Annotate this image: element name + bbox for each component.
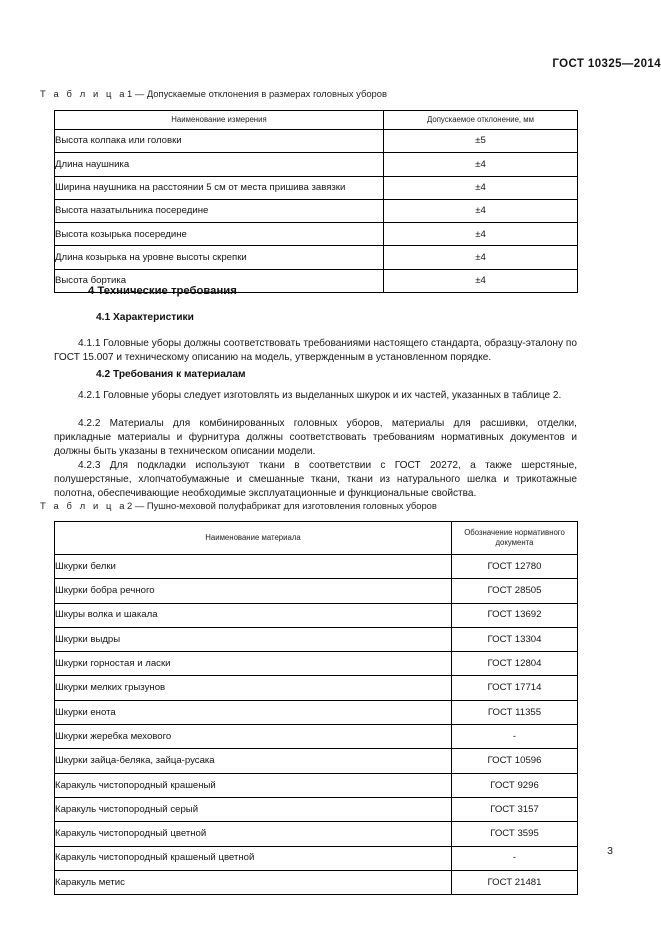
table-2-caption-label: Т а б л и ц а <box>40 500 128 511</box>
table-2-col-material: Наименование материала <box>55 522 452 555</box>
table-2-col-standard <box>452 522 578 555</box>
table-1-cell-name: Высота назатыльника посередине <box>55 199 384 222</box>
table-1-cell-name: Длина козырька на уровне высоты скрепки <box>55 246 384 269</box>
table-row <box>55 870 578 894</box>
table-2-cell-name: Каракуль чистопородный крашеный цветной <box>55 846 452 870</box>
table-1-caption-text: — Допускаемые отклонения в размерах головных уборов <box>132 88 387 99</box>
table-row <box>55 652 578 676</box>
table-1-caption <box>40 88 600 99</box>
table-1-cell-value: ±4 <box>384 269 578 292</box>
table-row <box>55 773 578 797</box>
table-row <box>55 223 578 246</box>
table-2-cell-value: ГОСТ 12804 <box>452 652 578 676</box>
table-2-cell-name: Шкурки мелких грызунов <box>55 676 452 700</box>
table-1-cell-name: Высота козырька посередине <box>55 223 384 246</box>
paragraph-4-2-2: 4.2.2 Материалы для комбинированных головных уборов, материалы для расшивки, отделки, прикладные материалы и фурнитура должны соответствовать требованиям нормативных документов и должны быть указаны в техническом описании модели. <box>54 418 577 458</box>
table-2-cell-value: - <box>452 725 578 749</box>
table-2-cell-value: - <box>452 846 578 870</box>
table-2-caption-text: — Пушно-меховой полуфабрикат для изготовления головных уборов <box>132 500 437 511</box>
table-row <box>55 822 578 846</box>
table-1-cell-value: ±4 <box>384 199 578 222</box>
table-2-cell-name: Шкурки бобра речного <box>55 579 452 603</box>
table-row <box>55 725 578 749</box>
table-2-cell-value: ГОСТ 21481 <box>452 870 578 894</box>
page-number: 3 <box>607 845 613 857</box>
table-1-cell-name: Высота колпака или головки <box>55 129 384 152</box>
table-row <box>55 246 578 269</box>
table-2-cell-name: Шкурки енота <box>55 700 452 724</box>
table-2-caption <box>40 500 640 511</box>
table-2-col-standard-line2: документа <box>495 537 534 547</box>
table-row <box>55 749 578 773</box>
table-row <box>55 700 578 724</box>
table-1-cell-value: ±4 <box>384 223 578 246</box>
table-2-col-standard-line1: Обозначение нормативного <box>464 528 565 537</box>
table-row <box>55 579 578 603</box>
table-1-cell-name: Ширина наушника на расстоянии 5 см от места пришива завязки <box>55 176 384 199</box>
table-1-cell-value: ±4 <box>384 246 578 269</box>
table-1-cell-value: ±4 <box>384 176 578 199</box>
table-2-cell-name: Каракуль чистопородный крашеный <box>55 773 452 797</box>
table-2-cell-value: ГОСТ 12780 <box>452 554 578 578</box>
table-2-cell-value: ГОСТ 10596 <box>452 749 578 773</box>
table-row <box>55 153 578 176</box>
table-2-cell-name: Каракуль чистопородный серый <box>55 797 452 821</box>
table-2-cell-name: Шкурки зайца-беляка, зайца-русака <box>55 749 452 773</box>
table-1-col-measurement: Наименование измерения <box>55 111 384 130</box>
table-2-cell-name: Шкурки горностая и ласки <box>55 652 452 676</box>
section-heading-4-2: 4.2 Требования к материалам <box>96 369 246 380</box>
table-2-cell-value: ГОСТ 13692 <box>452 603 578 627</box>
table-2 <box>54 521 578 895</box>
table-1-header-row <box>55 111 578 130</box>
table-2-cell-value: ГОСТ 3595 <box>452 822 578 846</box>
table-2-cell-value: ГОСТ 11355 <box>452 700 578 724</box>
paragraph-4-1-1: 4.1.1 Головные уборы должны соответствовать требованиями настоящего стандарта, образцу-эталону по ГОСТ 15.007 и техническому описанию на модель, утвержденным в установленном порядке. <box>54 338 577 364</box>
table-1-cell-name: Длина наушника <box>55 153 384 176</box>
table-row <box>55 129 578 152</box>
table-1-caption-number: 1 <box>127 88 133 99</box>
section-heading-4-1: 4.1 Характеристики <box>96 312 194 323</box>
table-1-col-deviation: Допускаемое отклонение, мм <box>384 111 578 130</box>
table-2-cell-name: Шкурки жеребка мехового <box>55 725 452 749</box>
table-2-cell-name: Шкурки белки <box>55 554 452 578</box>
table-row <box>55 797 578 821</box>
table-1-cell-value: ±4 <box>384 153 578 176</box>
table-2-cell-name: Каракуль чистопородный цветной <box>55 822 452 846</box>
table-row <box>55 199 578 222</box>
paragraph-4-2-1: 4.2.1 Головные уборы следует изготовлять из выделанных шкурок и их частей, указанных в таблице 2. <box>78 390 562 401</box>
table-2-cell-value: ГОСТ 3157 <box>452 797 578 821</box>
table-2-header-row <box>55 522 578 555</box>
table-1-cell-name: Высота бортика <box>55 269 384 292</box>
table-2-cell-name: Шкуры волка и шакала <box>55 603 452 627</box>
table-2-cell-name: Каракуль метис <box>55 870 452 894</box>
table-1-caption-label: Т а б л и ц а <box>40 88 128 99</box>
table-row <box>55 603 578 627</box>
table-2-cell-value: ГОСТ 28505 <box>452 579 578 603</box>
table-1-cell-value: ±5 <box>384 129 578 152</box>
table-1-body <box>55 129 578 292</box>
table-row <box>55 627 578 651</box>
table-2-cell-value: ГОСТ 9296 <box>452 773 578 797</box>
paragraph-4-2-3: 4.2.3 Для подкладки используют ткани в соответствии с ГОСТ 20272, а также шерстяные, полушерстяные, хлопчатобумажные и смешанные ткани, ткани из натурального шелка и трикотажные полотна, обеспечивающие необходимые эксплуатационные и функциональные свойства. <box>54 460 577 500</box>
table-2-container <box>54 521 578 895</box>
section-heading-4: 4 Технические требования <box>88 285 237 297</box>
table-row <box>55 554 578 578</box>
table-2-cell-name: Шкурки выдры <box>55 627 452 651</box>
running-header: ГОСТ 10325—2014 <box>552 58 661 70</box>
table-2-body <box>55 554 578 894</box>
table-1-container <box>54 110 578 293</box>
table-2-cell-value: ГОСТ 13304 <box>452 627 578 651</box>
table-2-cell-value: ГОСТ 17714 <box>452 676 578 700</box>
table-row <box>55 176 578 199</box>
table-2-caption-number: 2 <box>127 500 133 511</box>
table-1 <box>54 110 578 293</box>
table-row <box>55 676 578 700</box>
